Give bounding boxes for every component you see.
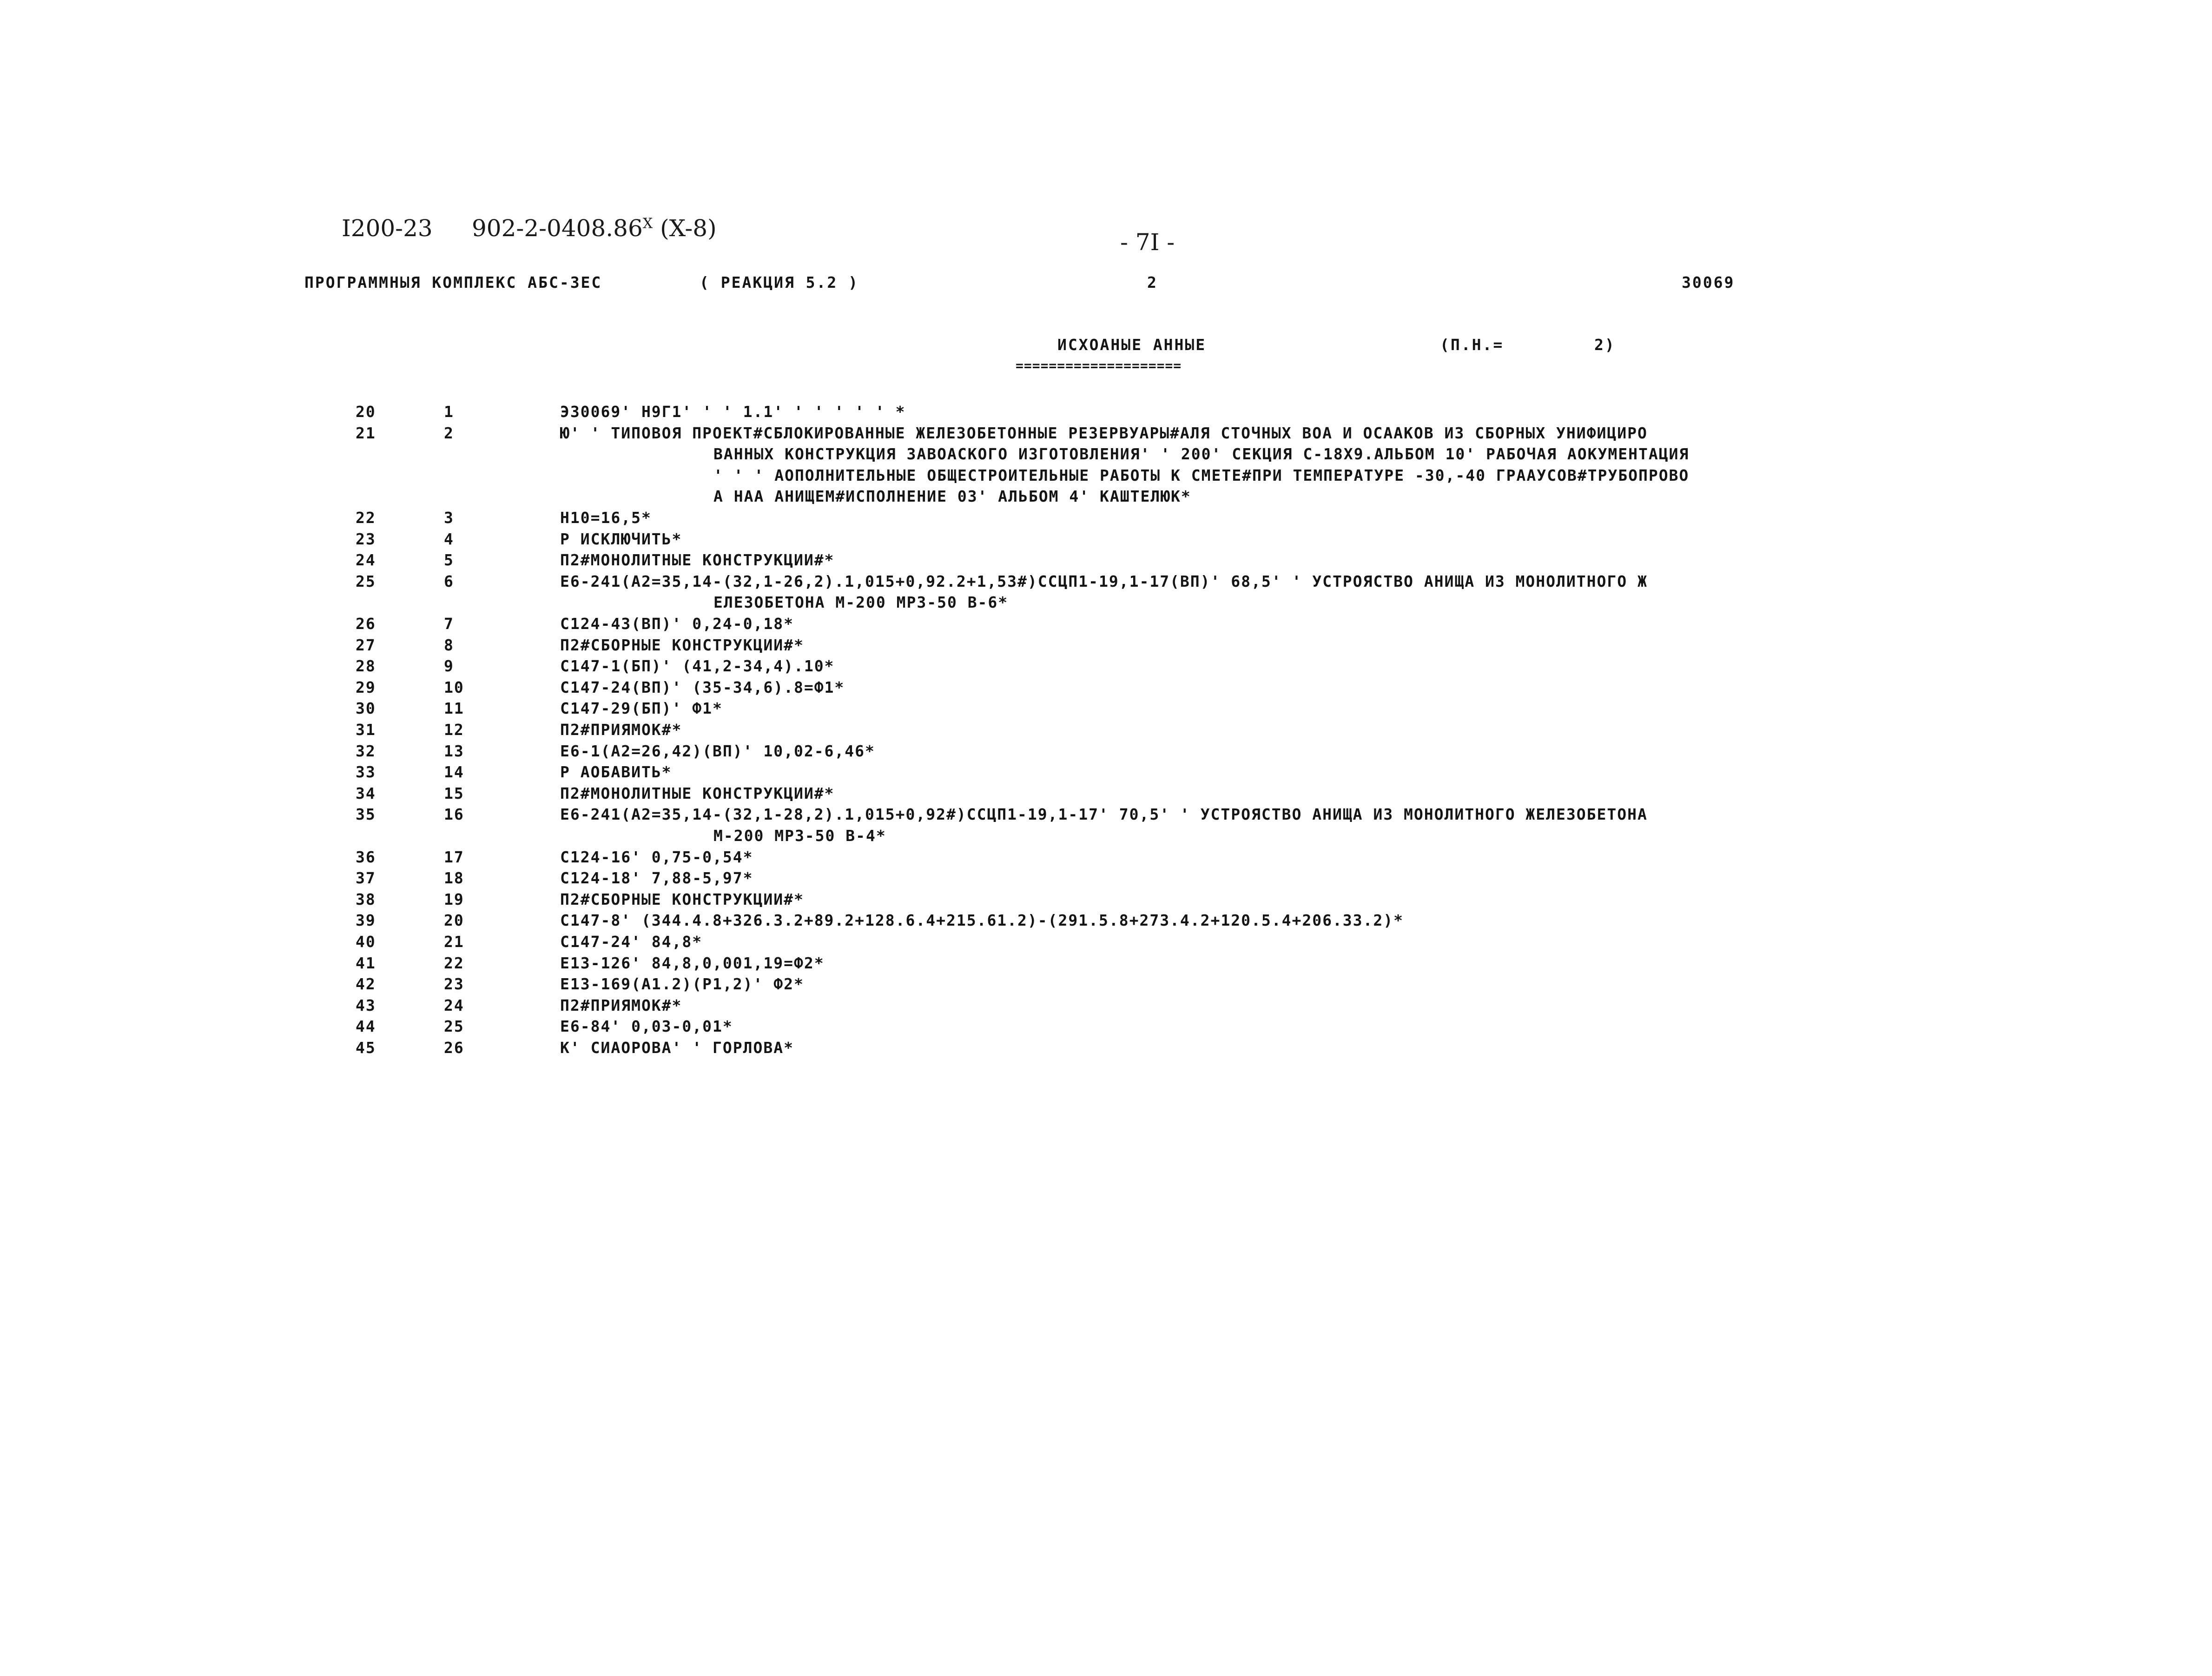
row-text: П2#МОНОЛИТНЫЕ КОНСТРУКЦИИ#* xyxy=(560,551,835,570)
row-sequence-number: 21 xyxy=(444,933,464,951)
row-text: М-200 МРЗ-50 В-4* xyxy=(713,827,886,845)
row-text: А НАА АНИЩЕМ#ИСПОЛНЕНИЕ 03' АЛЬБОМ 4' КАШТЕЛЮК* xyxy=(713,487,1191,506)
row-sequence-number: 20 xyxy=(444,911,464,930)
row-sequence-number: 15 xyxy=(444,784,464,802)
row-text: ЕЛЕЗОБЕТОНА М-200 МРЗ-50 В-6* xyxy=(713,593,1009,612)
row-sequence-number: 4 xyxy=(444,530,454,548)
row-text: П2#СБОРНЫЕ КОНСТРУКЦИИ#* xyxy=(560,890,804,908)
program-edition: ( РЕАКЦИЯ 5.2 ) xyxy=(700,273,859,291)
row-text: С147-24(ВП)' (35-34,6).8=Ф1* xyxy=(560,678,845,696)
row-text: Е6-1(А2=26,42)(ВП)' 10,02-6,46* xyxy=(560,742,875,760)
row-sequence-number: 9 xyxy=(444,657,454,676)
row-sequence-number: 24 xyxy=(444,996,464,1014)
project-code-suffix: (X-8) xyxy=(660,215,717,242)
row-text: Э30069' Н9Г1' ' ' 1.1' ' ' ' ' ' * xyxy=(560,403,906,421)
row-sequence-number: 11 xyxy=(444,699,464,718)
program-name: ПРОГРАММНЫЯ КОМПЛЕКС АБС-3ЕС xyxy=(304,273,602,291)
row-line-number: 28 xyxy=(356,657,376,676)
row-text: ВАННЫХ КОНСТРУКЦИЯ ЗАВОАСКОГО ИЗГОТОВЛЕНИЯ' ' 200' СЕКЦИЯ С-18Х9.АЛЬБОМ 10' РАБОЧАЯ АОКУМЕНТАЦИЯ xyxy=(713,445,1690,464)
row-line-number: 33 xyxy=(356,763,376,782)
row-text: П2#ПРИЯМОК#* xyxy=(560,721,682,739)
row-text: Е13-126' 84,8,0,001,19=Ф2* xyxy=(560,954,825,972)
row-line-number: 22 xyxy=(356,509,376,527)
row-sequence-number: 19 xyxy=(444,890,464,908)
section-title: ИСХОАНЫЕ АННЫЕ xyxy=(1057,336,1207,354)
row-line-number: 43 xyxy=(356,996,376,1014)
row-text: Е6-84' 0,03-0,01* xyxy=(560,1017,733,1036)
row-text: С147-29(БП)' Ф1* xyxy=(560,699,723,718)
row-sequence-number: 16 xyxy=(444,805,464,824)
row-line-number: 23 xyxy=(356,530,376,548)
row-sequence-number: 8 xyxy=(444,636,454,654)
section-param-label: (П.Н.= xyxy=(1440,336,1504,354)
sheet-number: 2 xyxy=(1147,273,1158,291)
project-code-main: 902-2-0408.86 xyxy=(472,215,643,242)
document-code: I200-23 xyxy=(342,215,433,242)
row-text: С147-8' (344.4.8+326.3.2+89.2+128.6.4+215.61.2)-(291.5.8+273.4.2+120.5.4+206.33.2)* xyxy=(560,911,1404,930)
row-line-number: 25 xyxy=(356,572,376,590)
row-text: Р ИСКЛЮЧИТЬ* xyxy=(560,530,682,548)
row-line-number: 24 xyxy=(356,551,376,570)
row-text: С147-24' 84,8* xyxy=(560,933,703,951)
row-sequence-number: 14 xyxy=(444,763,464,782)
row-sequence-number: 26 xyxy=(444,1039,464,1057)
row-text: К' СИАОРОВА' ' ГОРЛОВА* xyxy=(560,1039,794,1057)
row-line-number: 31 xyxy=(356,721,376,739)
row-line-number: 21 xyxy=(356,424,376,442)
row-line-number: 30 xyxy=(356,699,376,718)
row-sequence-number: 17 xyxy=(444,848,464,866)
row-line-number: 38 xyxy=(356,890,376,908)
row-sequence-number: 13 xyxy=(444,742,464,760)
row-sequence-number: 7 xyxy=(444,615,454,633)
row-text: С124-16' 0,75-0,54* xyxy=(560,848,753,866)
section-underline: ==================== xyxy=(1016,358,1182,373)
row-text: Ю' ' ТИПОВОЯ ПРОЕКТ#СБЛОКИРОВАННЫЕ ЖЕЛЕЗОБЕТОННЫЕ РЕЗЕРВУАРЫ#АЛЯ СТОЧНЫХ ВОА И ОСААКОВ ИЗ СБОРНЫХ УНИФИЦИРО xyxy=(560,424,1648,442)
row-line-number: 39 xyxy=(356,911,376,930)
row-line-number: 45 xyxy=(356,1039,376,1057)
row-line-number: 36 xyxy=(356,848,376,866)
page-number: - 7I - xyxy=(1120,229,1175,256)
row-sequence-number: 18 xyxy=(444,869,464,888)
project-code-superscript: X xyxy=(642,215,653,232)
row-line-number: 27 xyxy=(356,636,376,654)
row-sequence-number: 5 xyxy=(444,551,454,570)
row-line-number: 29 xyxy=(356,678,376,696)
row-text: Е6-241(А2=35,14-(32,1-28,2).1,015+0,92#)ССЦП1-19,1-17' 70,5' ' УСТРОЯСТВО АНИЩА ИЗ МОНОЛИТНОГО ЖЕЛЕЗОБЕТОНА xyxy=(560,805,1648,824)
row-line-number: 26 xyxy=(356,615,376,633)
row-text: С124-18' 7,88-5,97* xyxy=(560,869,753,888)
row-sequence-number: 2 xyxy=(444,424,454,442)
row-line-number: 44 xyxy=(356,1017,376,1036)
row-line-number: 35 xyxy=(356,805,376,824)
row-line-number: 37 xyxy=(356,869,376,888)
row-text: С124-43(ВП)' 0,24-0,18* xyxy=(560,615,794,633)
row-text: П2#ПРИЯМОК#* xyxy=(560,996,682,1014)
row-text: С147-1(БП)' (41,2-34,4).10* xyxy=(560,657,835,676)
row-line-number: 41 xyxy=(356,954,376,972)
project-code xyxy=(472,215,717,242)
row-text: П2#СБОРНЫЕ КОНСТРУКЦИИ#* xyxy=(560,636,804,654)
row-line-number: 20 xyxy=(356,403,376,421)
row-line-number: 42 xyxy=(356,975,376,994)
section-param-value: 2) xyxy=(1594,336,1616,354)
row-sequence-number: 12 xyxy=(444,721,464,739)
row-text: П2#МОНОЛИТНЫЕ КОНСТРУКЦИИ#* xyxy=(560,784,835,802)
row-line-number: 32 xyxy=(356,742,376,760)
row-sequence-number: 3 xyxy=(444,509,454,527)
row-sequence-number: 23 xyxy=(444,975,464,994)
row-text: Н10=16,5* xyxy=(560,509,652,527)
row-sequence-number: 10 xyxy=(444,678,464,696)
row-sequence-number: 6 xyxy=(444,572,454,590)
row-sequence-number: 25 xyxy=(444,1017,464,1036)
object-code: 30069 xyxy=(1682,273,1735,291)
row-sequence-number: 22 xyxy=(444,954,464,972)
row-text: Е13-169(А1.2)(Р1,2)' Ф2* xyxy=(560,975,804,994)
row-text: Е6-241(А2=35,14-(32,1-26,2).1,015+0,92.2+1,53#)ССЦП1-19,1-17(ВП)' 68,5' ' УСТРОЯСТВО АНИЩА ИЗ МОНОЛИТНОГО Ж xyxy=(560,572,1648,590)
row-line-number: 40 xyxy=(356,933,376,951)
row-sequence-number: 1 xyxy=(444,403,454,421)
row-line-number: 34 xyxy=(356,784,376,802)
row-text: Р АОБАВИТЬ* xyxy=(560,763,672,782)
row-text: ' ' ' АОПОЛНИТЕЛЬНЫЕ ОБЩЕСТРОИТЕЛЬНЫЕ РАБОТЫ К СМЕТЕ#ПРИ ТЕМПЕРАТУРЕ -30,-40 ГРААУСОВ#ТРУБОПРОВО xyxy=(713,466,1690,484)
